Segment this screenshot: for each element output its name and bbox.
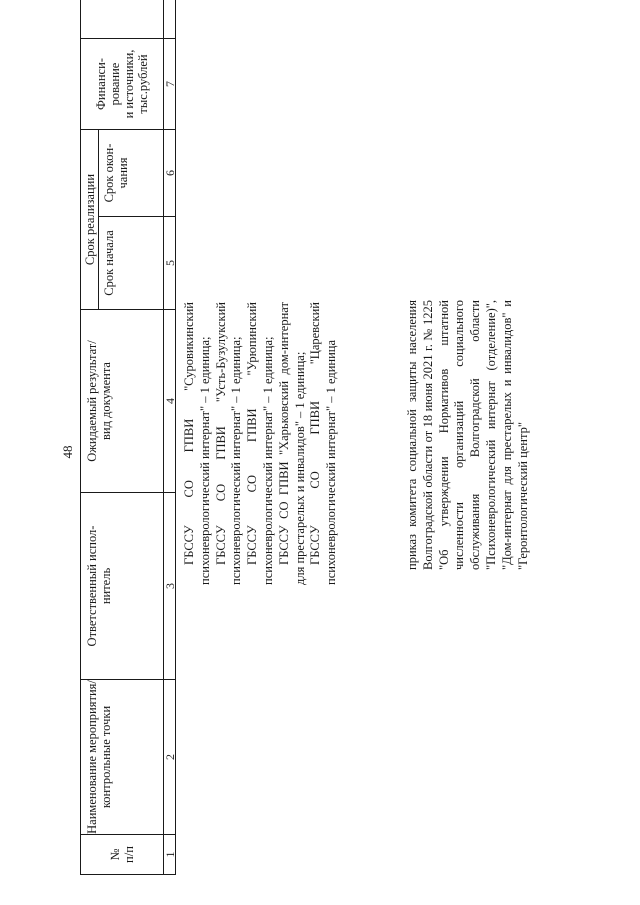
column-number-6: 6: [163, 170, 177, 176]
result-paragraph-1: ГБССУ СО ГПВИ "Суровикинский психоневрологический интернат" – 1 единица;: [182, 302, 212, 585]
header-expected-result: Ожидаемый результат/ вид документа: [85, 340, 113, 462]
header-responsible-executor: Ответственный испол- нитель: [85, 525, 113, 647]
column-number-7: 7: [163, 81, 177, 87]
header-number: № п/п: [108, 846, 136, 863]
column-number-4: 4: [163, 398, 177, 404]
expected-result-block-1: [182, 302, 382, 585]
column-number-2: 2: [163, 754, 177, 760]
column-number-1: 1: [163, 851, 177, 858]
result-paragraph-3: ГБССУ СО ГПВИ "Урюпинский психоневрологический интернат" – 1 единица;: [245, 302, 275, 585]
header-implementation-period: Срок реализации: [82, 173, 97, 266]
column-number-3: 3: [163, 583, 177, 589]
result-paragraph-2: ГБССУ СО ГПВИ "Усть-Бузулукский психоневрологический интернат" – 1 единица;: [213, 302, 244, 585]
header-activity-name: Наименование мероприятия/ контрольные точки: [85, 680, 113, 834]
column-divider-0: [80, 874, 175, 875]
header-financing: Финанси- рование и источники, тыс.рублей: [94, 49, 150, 119]
expected-result-block-2: [405, 300, 575, 570]
column-number-5: 5: [163, 260, 177, 266]
result-paragraph-4: ГБССУ СО ГПВИ "Харьковский дом-интернат для престарелых и инвалидов" – 1 единица;: [276, 302, 307, 585]
header-period-start: Срок начала: [102, 230, 116, 296]
result-order-paragraph: приказ комитета социальной защиты населения Волгоградской области от 18 июня 2021 г. № 1225 "Об утверждении Нормативов штатной численности организаций социального обслуживания Волгоградской области "Психоневрологический интернат (отделение)", "Дом-интернат для престарелых и инвалидов" и "Геронтологический центр": [405, 300, 530, 570]
result-paragraph-5: ГБССУ СО ГПВИ "Царевский психоневрологический интернат" – 1 единица: [308, 302, 339, 585]
page-number: 48: [60, 445, 75, 459]
header-period-end: Срок окон- чания: [102, 143, 130, 203]
